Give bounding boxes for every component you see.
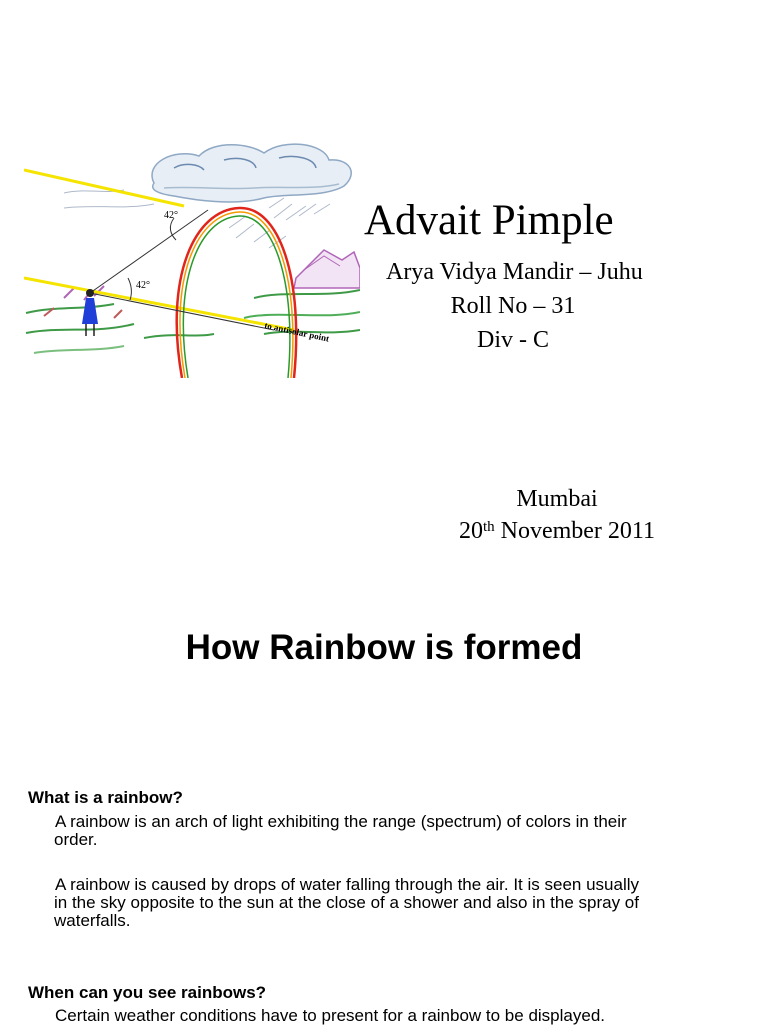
place-date-block: [430, 483, 684, 547]
author-info: [386, 255, 643, 357]
division-line: Div - C: [477, 327, 549, 353]
section-question: What is a rainbow?: [28, 788, 183, 807]
city: Mumbai: [516, 486, 598, 512]
hills-illustration: [294, 250, 360, 288]
date: [430, 515, 684, 547]
grass-illustration: [26, 286, 360, 353]
rainbow-formation-diagram: [24, 138, 360, 378]
author-name: Advait Pimple: [364, 197, 614, 244]
antisolar-point-label: to antisolar point: [263, 320, 331, 344]
cloud-illustration: [152, 144, 351, 202]
school-line: Arya Vidya Mandir – Juhu: [386, 259, 643, 285]
date-day-suffix: th: [482, 519, 495, 535]
paragraph-line: A rainbow is caused by drops of water falling through the air. It is seen usually: [55, 875, 639, 894]
section-what-is-rainbow: [28, 788, 740, 930]
paragraph-line: in the sky opposite to the sun at the close of a shower and also in the spray of: [54, 893, 639, 912]
paragraph-line: order.: [54, 830, 98, 849]
paragraph-line: A rainbow is an arch of light exhibiting the range (spectrum) of colors in their: [55, 812, 627, 831]
angle-label-bottom: 42°: [136, 280, 150, 291]
paragraph: [54, 1007, 740, 1025]
roll-number-line: Roll No – 31: [450, 293, 576, 319]
section-question: When can you see rainbows?: [28, 983, 267, 1002]
section-when-see-rainbows: [28, 983, 740, 1025]
paragraph: [54, 813, 740, 849]
paragraph: [54, 876, 740, 930]
rainbow-arc: [177, 208, 297, 378]
paragraph-line: Certain weather conditions have to present for a rainbow to be displayed.: [55, 1006, 605, 1025]
page-heading: How Rainbow is formed: [185, 628, 583, 667]
date-month-year: November 2011: [494, 518, 656, 544]
angle-label-top: 42°: [164, 210, 178, 221]
date-day: 20: [458, 518, 483, 544]
paragraph-line: waterfalls.: [54, 911, 131, 930]
